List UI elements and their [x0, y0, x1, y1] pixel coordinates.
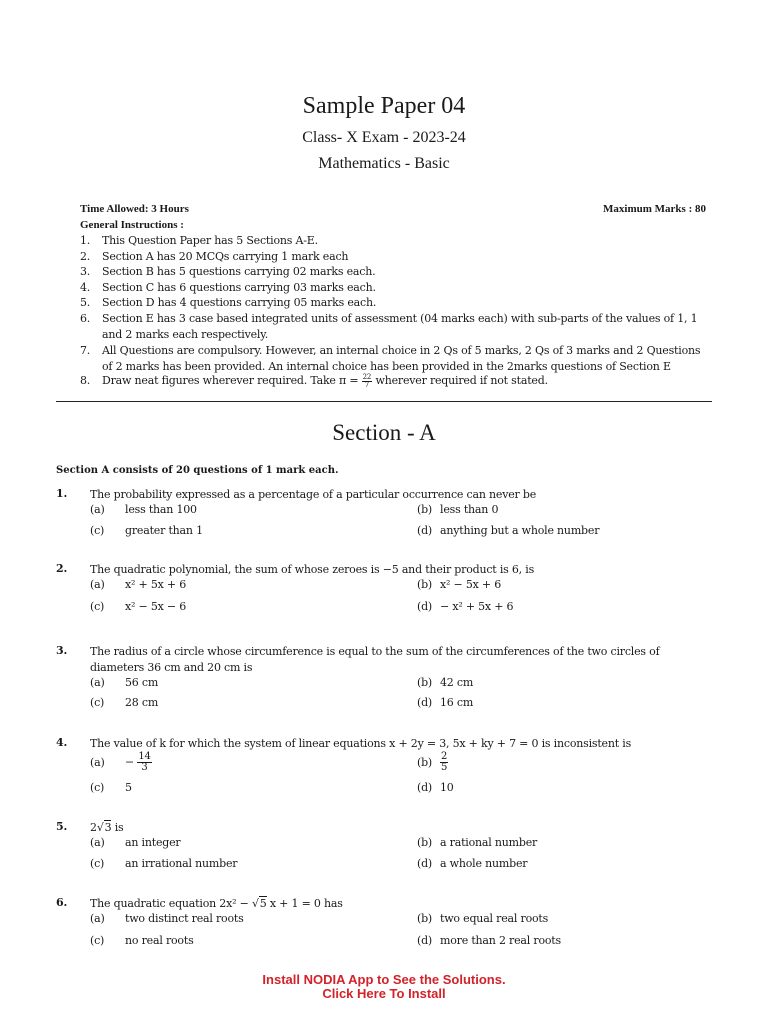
question-number: 4.: [56, 736, 68, 749]
question-number: 3.: [56, 644, 68, 657]
instruction-item: [80, 280, 712, 296]
instruction-text: This Question Paper has 5 Sections A-E.: [102, 234, 318, 247]
instruction-text: Section A has 20 MCQs carrying 1 mark each: [102, 250, 349, 263]
instruction-item: [80, 343, 712, 374]
question-number: 2.: [56, 562, 68, 575]
instruction-text: Section D has 4 questions carrying 05 marks each.: [102, 296, 377, 309]
install-app-banner[interactable]: [0, 973, 768, 1001]
instruction-number: 4.: [80, 281, 91, 294]
instruction-number: 6.: [80, 312, 91, 325]
instruction-number: 5.: [80, 296, 91, 309]
instruction-number: 3.: [80, 265, 91, 278]
question-number: 1.: [56, 487, 68, 500]
maximum-marks: Maximum Marks : 80: [603, 203, 706, 215]
instruction-item: [80, 264, 712, 280]
paper-title: Sample Paper 04: [302, 93, 466, 119]
instruction-item: [80, 311, 712, 342]
question-text: The probability expressed as a percentage of a particular occurrence can never be: [90, 488, 537, 501]
instruction-item: [80, 373, 712, 389]
instruction-text: Section B has 5 questions carrying 02 marks each.: [102, 265, 376, 278]
instruction-text: All Questions are compulsory. However, an internal choice in 2 Qs of 5 marks, 2 Qs of 3 marks and 2 Questions of 2 marks has been provided. An internal choice has been provided in the 2marks questions of Section E: [102, 344, 701, 373]
pi-fraction: $\frac{22}{7}$: [362, 372, 372, 389]
instruction-text: Draw neat figures wherever required. Take π = $\frac{22}{7}$ wherever required if not stated.: [102, 372, 548, 389]
question-text: The quadratic polynomial, the sum of whose zeroes is −5 and their product is 6, is: [90, 563, 535, 576]
instruction-item: [80, 295, 712, 311]
instructions-heading: General Instructions :: [80, 219, 184, 231]
click-to-install-link[interactable]: Click Here To Install: [322, 986, 446, 1001]
question-text: The value of k for which the system of linear equations x + 2y = 3, 5x + ky + 7 = 0 is inconsistent is: [90, 737, 632, 750]
class-exam-title: Class- X Exam - 2023-24: [302, 129, 466, 146]
option-fraction: $\frac{14}{3}$: [138, 751, 151, 773]
section-title: Section - A: [332, 420, 436, 445]
instruction-item: [80, 233, 712, 249]
section-note: Section A consists of 20 questions of 1 mark each.: [56, 465, 339, 476]
instruction-number: 7.: [80, 344, 91, 357]
install-app-link[interactable]: Install NODIA App to See the Solutions.: [262, 972, 506, 987]
instruction-number: 8.: [80, 374, 91, 387]
subject-title: Mathematics - Basic: [318, 155, 450, 172]
question-number: 5.: [56, 820, 68, 833]
instruction-number: 1.: [80, 234, 91, 247]
instruction-number: 2.: [80, 250, 91, 263]
question-number: 6.: [56, 896, 68, 909]
question-text: The radius of a circle whose circumference is equal to the sum of the circumferences of the two circles of diameters 36 cm and 20 cm is: [90, 645, 660, 674]
instruction-text: Section C has 6 questions carrying 03 marks each.: [102, 281, 376, 294]
question-text: The quadratic equation 2x² − √5 x + 1 = 0 has: [90, 897, 343, 910]
instruction-item: [80, 249, 712, 265]
section-divider: [56, 401, 712, 402]
instruction-text: Section E has 3 case based integrated units of assessment (04 marks each) with sub-parts of the values of 1, 1 and 2 marks each respectively.: [102, 312, 698, 341]
option-fraction: $\frac{2}{5}$: [441, 751, 448, 773]
question-text: 2√3 is: [90, 821, 124, 834]
time-allowed: Time Allowed: 3 Hours: [80, 203, 189, 215]
